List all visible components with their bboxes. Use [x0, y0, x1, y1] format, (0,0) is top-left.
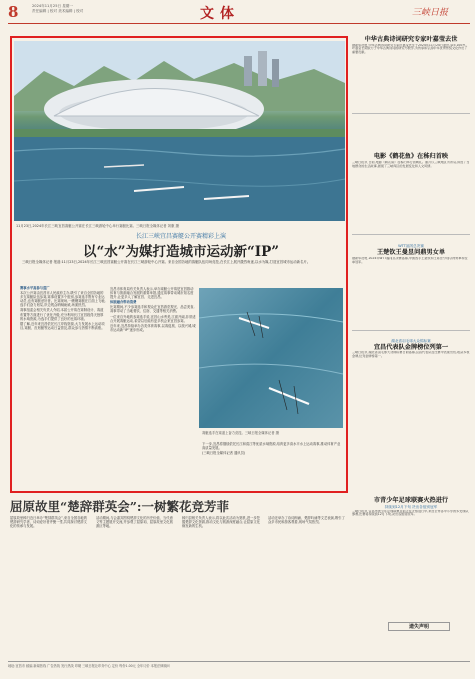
column-divider	[352, 330, 470, 331]
rowing-photo-graphic	[199, 288, 343, 428]
news-kicker: 持续到12月下旬 决出各组别冠军	[384, 504, 438, 509]
column1-paragraph: 据了解,近年来宜昌依托长江岸线资源,大力发展水上运动项目,赛艇、皮划艇等运动日益普及,群众参与热情不断高涨。	[20, 321, 105, 330]
column2-paragraph: 近年来,宜昌持续举办各类体育赛事,以赛促旅、以旅兴城,城市运动新“IP”逐步形成。	[110, 323, 196, 332]
right-news-column	[352, 36, 470, 411]
column1-paragraph: 本次公开赛由宜昌市人民政府主办,吸引了来自全国各地的多支赛艇队伍参赛,赛事设置多个组别,参赛选手既有专业运动员,也有赛艇爱好者。比赛现场,一艘艘赛艇在江面上飞驰,选手们奋力划桨,岸边观众呐喊助威,场面热烈。	[20, 291, 106, 308]
page-footer: 地址:宜昌市 邮编 新闻热线 广告热线 发行热线 印刷 三峡日报社印务中心 定价 每份1.00元 全年订价 本报法律顾问	[8, 661, 470, 668]
bottom-column: 活动期间,与会嘉宾围绕楚辞文化的历史价值、当代意义等主题展开交流,并参观了屈原祠、屈原故里文化旅游区等地。	[96, 516, 173, 529]
issue-date: 2024年11月25日 星期一	[32, 4, 73, 8]
column1-subheading: 赛事水平高参与度广	[20, 286, 50, 290]
news-headline[interactable]: 中华古典诗词研究专家叶嘉莹去世	[364, 36, 458, 43]
news-headline[interactable]: 市青少年足球联赛火热进行	[373, 497, 449, 504]
column-divider	[352, 113, 470, 114]
feature-lead: 三峡日报全媒体记者 报道:11月23日,2024年长江三峡宜昌赛艇公开赛在长江三峡游轮中心开赛。来自全国各地的赛艇队伍同场竞技,在长江上展开激烈角逐,以水为媒,打造宜昌城市运动新名片。	[22, 260, 311, 264]
news-item[interactable]	[352, 36, 470, 110]
feature-headline[interactable]: 以“水”为媒打造城市运动新“IP”	[82, 244, 280, 260]
stadium-photo-graphic	[14, 41, 345, 221]
news-headline[interactable]: 宜昌代表队金牌榜位列第一	[373, 343, 449, 351]
feature-photo	[14, 41, 345, 221]
column2-paragraph: 一位来自外地的参赛选手说,宜昌山水秀美,江面开阔,非常适合开展赛艇运动,希望以后能有更多机会来宜昌参赛。	[110, 314, 196, 323]
news-body: 据新华社电 中华古典诗词研究专家叶嘉莹先生于2024年11月24日逝世,享年100岁。叶嘉莹长期致力于中华古典诗词的研究与教学,为传承和弘扬中华优秀传统文化作出了重要贡献。	[352, 43, 469, 55]
feature-article[interactable]	[10, 36, 348, 493]
feature-column-3	[202, 441, 342, 491]
bottom-column: 秭归县相关负责人表示,将以此次活动为契机,进一步挖掘楚辞文化资源,推动文化与旅游深度融合,让屈原文化焕发新的生机。	[182, 516, 260, 529]
column3-paragraph: (三峡日报全媒体记者 通讯员)	[202, 451, 246, 456]
feature-kicker: 长江三峡宜昌赛艇公开赛精彩上演	[135, 233, 226, 240]
feature-photo-caption: 11月23日,2024年长江三峡宜昌赛艇公开赛在长江三峡游轮中心举行赛艇比赛。三峡日报全媒体记者 刘康 摄	[16, 224, 179, 228]
notice-box-label: 遗失声明	[388, 622, 450, 631]
rowing-photo-caption: 赛艇选手在赛道上奋力竞技。三峡日报全媒体记者 摄	[202, 431, 279, 435]
bottom-column: 屈原故里秭归近日举办“楚辞群英会”,来自全国各地的楚辞研究学者、诗词爱好者齐聚一堂,共同探讨楚辞文化的传承与发展。	[10, 516, 87, 529]
news-item[interactable]	[352, 244, 470, 327]
column3-paragraph: 下一步,宜昌将继续依托长江和清江等优质水域资源,培育更多高水平水上运动赛事,推动体育产业高质量发展。	[202, 442, 341, 451]
bottom-column: 活动还举办了诗词朗诵、楚辞吟诵等文艺表演,吸引了众多市民和游客观看,现场气氛热烈。	[268, 516, 345, 525]
column2-subheading: 体旅融合带动消费	[110, 300, 137, 305]
newspaper-logo: 三峡日报	[412, 8, 449, 18]
news-kicker: 湖北省羽毛球大众锦标赛	[391, 338, 431, 343]
news-headline[interactable]: 王楚钦王曼昱问鼎男女单	[376, 249, 446, 257]
news-body: 三峡日报讯 日前,电影《鹤花鱼》在秭归举行首映礼。影片以三峡地区为背景,讲述了当地群众的生活故事,展现了三峡库区的发展变化和人文风情。	[352, 160, 470, 168]
rowing-photo	[199, 288, 343, 428]
bottom-headline[interactable]: 屈原故里“楚辞群英会”:一树繁花竞芳菲	[10, 499, 229, 514]
page-number: 8	[8, 3, 19, 21]
bottom-article-body	[10, 516, 348, 654]
news-body: 三峡日报讯 湖北省羽毛球大众锦标赛日前落幕,宜昌代表队在比赛中表现出色,收获多枚金牌,位列金牌榜第一。	[352, 351, 470, 358]
editors-line: 责任编辑 | 校对 美术编辑 | 校对	[32, 8, 84, 13]
news-body: 据新华社电 2024年WTT福冈总决赛落幕,中国选手王楚钦和王曼昱分别夺得男单和女单冠军。	[352, 256, 468, 264]
header-rule	[8, 23, 470, 24]
news-item[interactable]	[352, 153, 470, 231]
news-headline[interactable]: 电影《鹤花鱼》在秭归首映	[373, 153, 449, 161]
feature-column-1	[20, 286, 106, 491]
news-kicker: WTT福冈总决赛	[398, 244, 424, 249]
feature-column-2	[110, 286, 196, 491]
column1-paragraph: 赛事组委会相关负责人介绍,本届公开赛在赛制设计、赛道布置等方面进行了优化升级,充分利用长江宜昌段得天独厚的水域资源,为选手们提供了良好的比赛环境。	[20, 308, 104, 321]
news-item[interactable]	[352, 339, 470, 412]
column2-paragraph: 比赛期间,不少参赛选手和观众在宜昌游览观光、品尝美食,赛事带动了当地餐饮、住宿、交通等相关消费。	[110, 305, 195, 314]
column2-paragraph: 宜昌市体育局有关负责人表示,举办赛艇公开赛是宜昌推动体育与旅游融合发展的重要举措,通过赛事带动城市知名度提升,让更多人了解宜昌、走进宜昌。	[110, 287, 194, 300]
column-divider	[352, 234, 470, 235]
section-title: 文体	[200, 6, 240, 22]
youth-football-article[interactable]	[352, 497, 470, 590]
issue-meta	[32, 4, 152, 13]
news-body: 三峡日报讯 宜昌市青少年足球联赛目前正在火热进行中,来自全市各中小学的多支球队参赛,比赛将持续到12月下旬,决出各组别冠军。	[352, 509, 469, 517]
